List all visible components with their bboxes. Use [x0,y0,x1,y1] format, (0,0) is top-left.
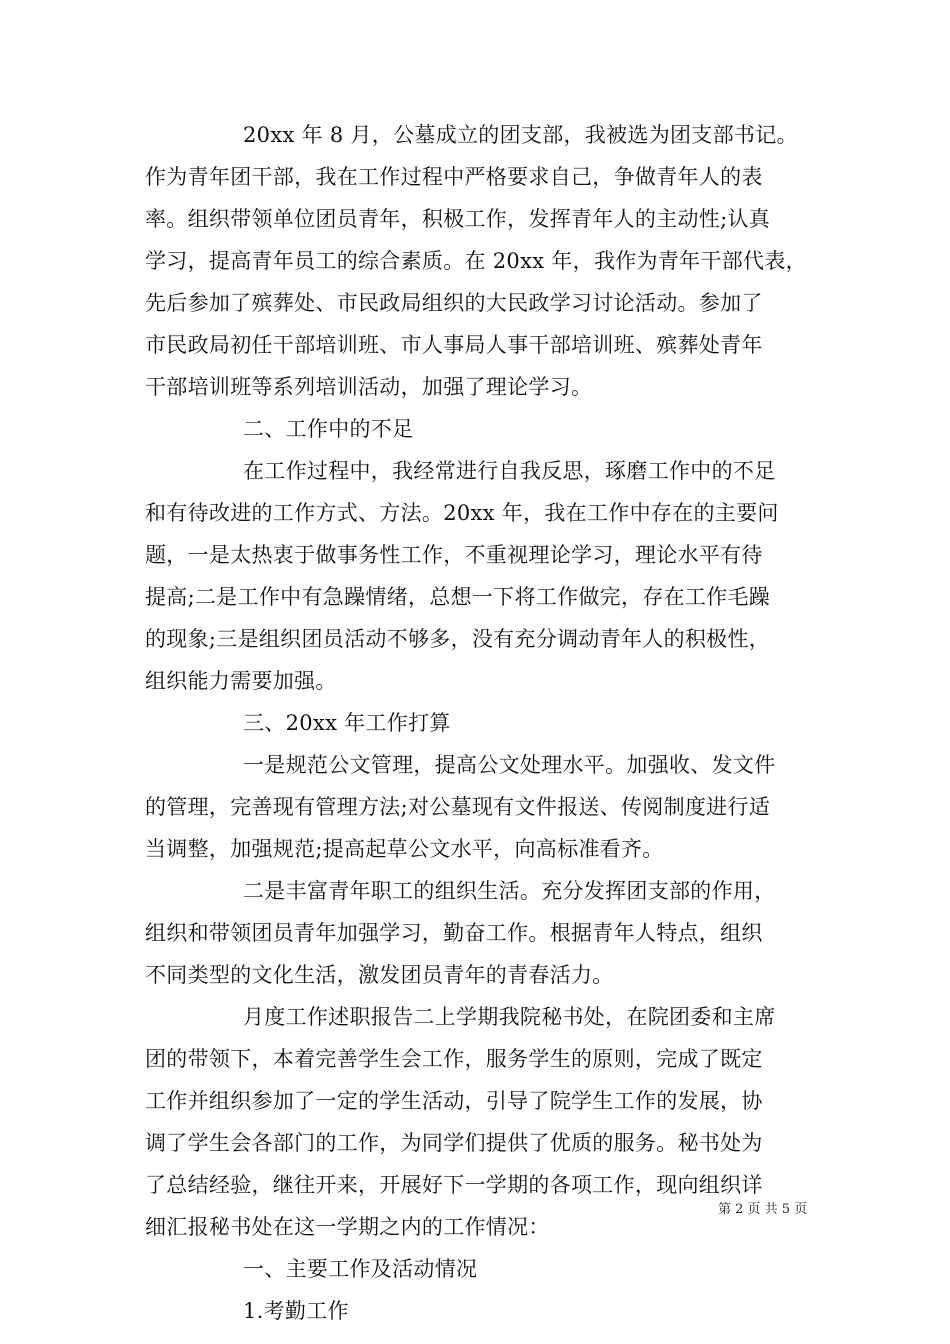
paragraph-line: 调了学生会各部门的工作，为同学们提供了优质的服务。秘书处为 [145,1131,763,1155]
paragraph-line: 的管理，完善现有管理方法;对公墓现有文件报送、传阅制度进行适 [145,795,771,819]
paragraph-line: 细汇报秘书处在这一学期之内的工作情况： [145,1215,550,1239]
paragraph-line: 工作并组织参加了一定的学生活动，引导了院学生工作的发展，协 [145,1089,763,1113]
paragraph-line: 市民政局初任干部培训班、市人事局人事干部培训班、殡葬处青年 [145,333,763,357]
paragraph-line: 学习，提高青年员工的综合素质。在 20xx 年，我作为青年干部代表， [145,249,807,273]
paragraph-line: 在工作过程中，我经常进行自我反思，琢磨工作中的不足 [243,459,776,483]
paragraph-line: 20xx 年 8 月，公墓成立的团支部，我被选为团支部书记。 [243,123,798,147]
paragraph-line: 题，一是太热衷于做事务性工作，不重视理论学习，理论水平有待 [145,543,763,567]
paragraph-line: 率。组织带领单位团员青年，积极工作，发挥青年人的主动性;认真 [145,207,771,231]
section-heading: 二、工作中的不足 [243,417,414,441]
paragraph-line: 月度工作述职报告二上学期我院秘书处，在院团委和主席 [243,1005,776,1029]
paragraph-line: 的现象;三是组织团员活动不够多，没有充分调动青年人的积极性， [145,627,771,651]
page-number-footer: 第 2 页 共 5 页 [718,1202,808,1217]
paragraph-line: 了总结经验，继往开来，开展好下一学期的各项工作，现向组织详 [145,1173,763,1197]
paragraph-line: 当调整，加强规范;提高起草公文水平，向高标准看齐。 [145,837,664,861]
paragraph-line: 组织能力需要加强。 [145,669,337,693]
paragraph-line: 先后参加了殡葬处、市民政局组织的大民政学习讨论活动。参加了 [145,291,763,315]
paragraph-line: 组织和带领团员青年加强学习，勤奋工作。根据青年人特点，组织 [145,921,763,945]
paragraph-line: 二是丰富青年职工的组织生活。充分发挥团支部的作用， [243,879,776,903]
section-heading: 一、主要工作及活动情况 [243,1257,478,1281]
paragraph-line: 作为青年团干部，我在工作过程中严格要求自己，争做青年人的表 [145,165,763,189]
subsection-heading: 1.考勤工作 [243,1299,349,1323]
paragraph-line: 和有待改进的工作方式、方法。20xx 年，我在工作中存在的主要问 [145,501,779,525]
paragraph-line: 提高;二是工作中有急躁情绪，总想一下将工作做完，存在工作毛躁 [145,585,771,609]
section-heading: 三、20xx 年工作打算 [243,711,451,735]
paragraph-line: 团的带领下，本着完善学生会工作，服务学生的原则，完成了既定 [145,1047,763,1071]
document-body [145,114,815,1332]
paragraph-line: 不同类型的文化生活，激发团员青年的青春活力。 [145,963,614,987]
paragraph-line: 干部培训班等系列培训活动，加强了理论学习。 [145,375,593,399]
paragraph-line: 一是规范公文管理，提高公文处理水平。加强收、发文件 [243,753,776,777]
